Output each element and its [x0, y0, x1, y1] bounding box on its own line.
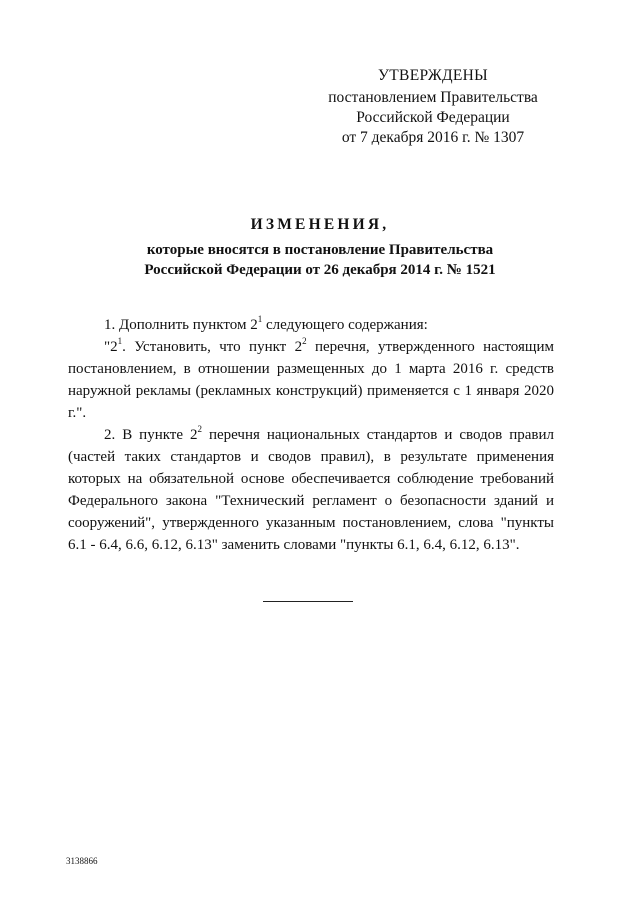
- document-title: ИЗМЕНЕНИЯ,: [250, 216, 390, 233]
- paragraph-1-text-a: 1. Дополнить пунктом 2: [104, 317, 258, 333]
- paragraph-2: [68, 336, 554, 424]
- end-rule-divider: [263, 601, 353, 602]
- paragraph-1: [68, 314, 554, 336]
- approval-line-1: постановлением Правительства: [328, 89, 538, 106]
- document-subtitle: [80, 240, 560, 280]
- paragraph-2-text-c: перечня, утвержденного настоящим постановлением, в отношении размещенных до 1 марта 2016 г. средств наружной рекламы (рекламных конструкций) применяется с 1 января 2020 г.".: [68, 339, 554, 421]
- paragraph-1-sup: 1: [257, 314, 263, 324]
- paragraph-3-text-b: перечня национальных стандартов и сводов правил (частей таких стандартов и сводов правил), в результате применения которых на обязательной основе обеспечивается соблюдение требований Федерального закона "Технический регламент о безопасности зданий и сооружений", утвержденного указанным постановлением, слова "пункты 6.1 - 6.4, 6.6, 6.12, 6.13" заменить словами "пункты 6.1, 6.4, 6.12, 6.13".: [68, 427, 554, 553]
- approval-line-3: от 7 декабря 2016 г. № 1307: [341, 129, 525, 146]
- paragraph-2-sup-1: 1: [117, 336, 123, 346]
- paragraph-3-sup: 2: [197, 424, 202, 434]
- approval-block: [318, 66, 548, 148]
- document-code: 3138866: [66, 856, 98, 866]
- subtitle-line-1: которые вносятся в постановление Правительства: [146, 242, 494, 258]
- document-body: [68, 314, 554, 556]
- approval-line-2: Российской Федерации: [356, 109, 510, 126]
- paragraph-3-text-a: 2. В пункте 2: [104, 427, 198, 443]
- paragraph-3: [68, 424, 554, 556]
- paragraph-1-text-b: следующего содержания:: [262, 317, 428, 333]
- paragraph-2-text-b: . Установить, что пункт 2: [122, 339, 303, 355]
- subtitle-line-2: Российской Федерации от 26 декабря 2014 г. № 1521: [144, 262, 496, 278]
- approval-heading: УТВЕРЖДЕНЫ: [378, 67, 488, 84]
- paragraph-2-text-a: "2: [104, 339, 118, 355]
- paragraph-2-sup-2: 2: [302, 336, 307, 346]
